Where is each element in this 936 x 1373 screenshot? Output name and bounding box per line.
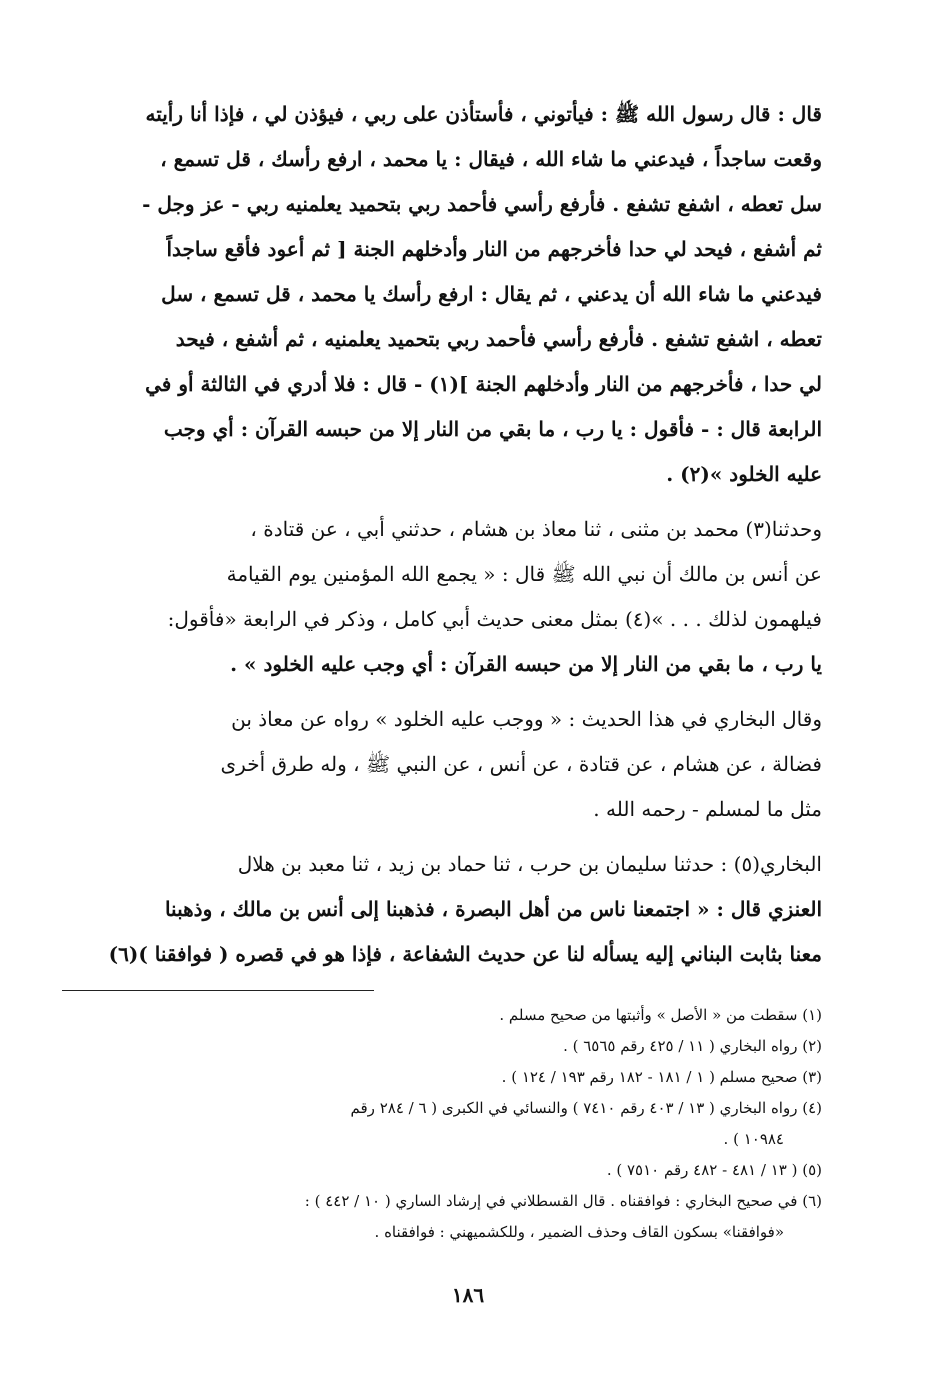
text-line: معنا بثابت البناني إليه يسأله لنا عن حديث الشفاعة ، فإذا هو في قصره ( فوافقنا )(٦): [108, 942, 822, 966]
footnote: (٦) في صحيح البخاري : فوافقناه . قال القسطلاني في إرشاد الساري ( ١٠ / ٤٤٢ ) :: [304, 1192, 822, 1210]
footnotes: [62, 1000, 822, 1248]
text-line: العنزي قال : « اجتمعنا ناس من أهل البصرة ، فذهبنا إلى أنس بن مالك ، وذهبنا: [164, 897, 822, 921]
main-text: [62, 92, 822, 987]
text-line: وحدثنا(٣) محمد بن مثنى ، ثنا معاذ بن هشام ، حدثني أبي ، عن قتادة ،: [250, 517, 822, 541]
footnote: (٢) رواه البخاري ( ١١ / ٤٢٥ رقم ٦٥٦٥ ) .: [563, 1037, 822, 1055]
text-line: فيدعني ما شاء الله أن يدعني ، ثم يقال : ارفع رأسك يا محمد ، قل تسمع ، سل: [161, 282, 822, 306]
text-line: تعطه ، اشفع تشفع . فأرفع رأسي فأحمد ربي بتحميد يعلمنيه ، ثم أشفع ، فيحد: [175, 327, 822, 351]
paragraph-bukhari-chain: [62, 842, 822, 977]
text-line: فيلهمون لذلك . . . »(٤) بمثل معنى حديث أبي كامل ، وذكر في الرابعة «فأقول:: [167, 607, 822, 631]
paragraph-hadith-continuation: [62, 92, 822, 497]
footnote: (٣) صحيح مسلم ( ١ / ١٨١ - ١٨٢ رقم ١٩٣ / ١٢٤ ) .: [501, 1068, 822, 1086]
paragraph-bukhari-note: [62, 697, 822, 832]
text-line: سل تعطه ، اشفع تشفع . فأرفع رأسي فأحمد ربي بتحميد يعلمنيه ربي - عز وجل -: [142, 192, 822, 216]
footnote-continuation: ١٠٩٨٤ ) .: [723, 1130, 784, 1148]
text-line: الرابعة قال : - فأقول : يا رب ، ما بقي من النار إلا من حبسه القرآن : أي وجب: [163, 417, 822, 441]
paragraph-muslim-chain: [62, 507, 822, 687]
text-line: ثم أشفع ، فيحد لي حدا فأخرجهم من النار وأدخلهم الجنة [ ثم أعود فأقع ساجداً: [166, 237, 822, 261]
text-line: مثل ما لمسلم - رحمه الله .: [593, 797, 822, 821]
text-line: قال : قال رسول الله ﷺ : فيأتوني ، فأستأذن على ربي ، فيؤذن لي ، فإذا أنا رأيته: [145, 102, 822, 126]
text-line: لي حدا ، فأخرجهم من النار وأدخلهم الجنة ](١) - قال : فلا أدري في الثالثة أو في: [145, 372, 822, 396]
text-line: فضالة ، عن هشام ، عن قتادة ، عن أنس ، عن النبي ﷺ ، وله طرق أخرى: [220, 752, 822, 776]
text-line: عليه الخلود »(٢) .: [666, 462, 822, 486]
footnote: (٤) رواه البخاري ( ١٣ / ٤٠٣ رقم ٧٤١٠ ) والنسائي في الكبرى ( ٦ / ٢٨٤ رقم: [350, 1099, 822, 1117]
footnote-continuation: «فوافقنا» بسكون القاف وحذف الضمير ، وللكشميهني : فوافقناه .: [374, 1223, 784, 1241]
footnote: (٥) ( ١٣ / ٤٨١ - ٤٨٢ رقم ٧٥١٠ ) .: [606, 1161, 822, 1179]
text-line: وقال البخاري في هذا الحديث : « ووجب عليه الخلود » رواه عن معاذ بن: [231, 707, 822, 731]
page-number: ١٨٦: [451, 1283, 485, 1307]
text-line: البخاري(٥) : حدثنا سليمان بن حرب ، ثنا حماد بن زيد ، ثنا معبد بن هلال: [237, 852, 822, 876]
text-line: عن أنس بن مالك أن نبي الله ﷺ قال : « يجمع الله المؤمنين يوم القيامة: [226, 562, 822, 586]
text-line: وقعت ساجداً ، فيدعني ما شاء الله ، فيقال : يا محمد ، ارفع رأسك ، قل تسمع ،: [160, 147, 822, 171]
text-line: يا رب ، ما بقي من النار إلا من حبسه القرآن : أي وجب عليه الخلود » .: [230, 652, 822, 676]
footnote: (١) سقطت من « الأصل » وأثبتها من صحيح مسلم .: [499, 1006, 822, 1024]
footnote-divider: [62, 990, 374, 991]
